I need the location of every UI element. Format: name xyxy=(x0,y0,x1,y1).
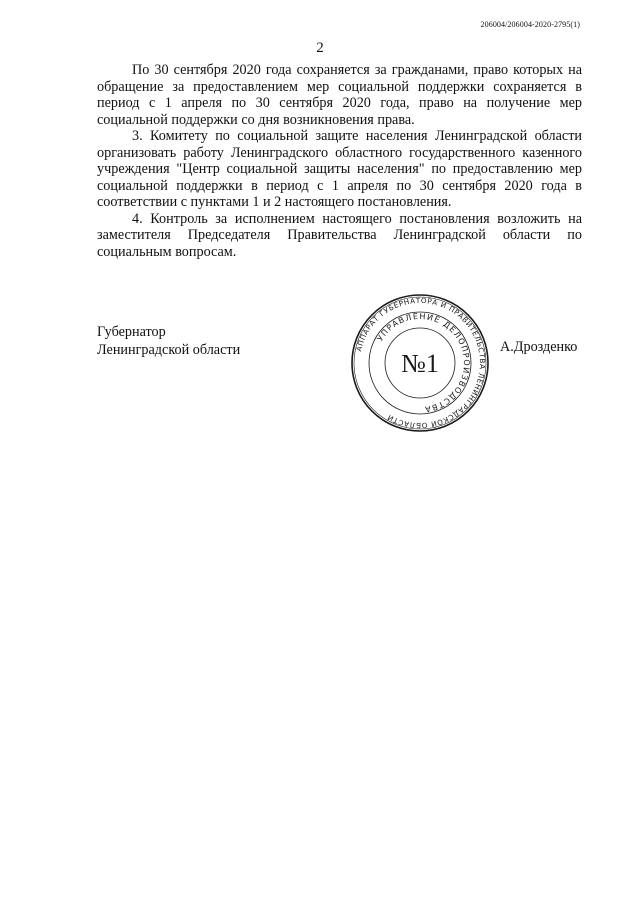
document-body xyxy=(97,62,582,260)
seal-outer-text: АППАРАТ ГУБЕРНАТОРА И ПРАВИТЕЛЬСТВА ЛЕНИНГРАДСКОЙ ОБЛАСТИ xyxy=(354,295,488,431)
signatory-name: А.Дрозденко xyxy=(500,339,578,355)
official-seal xyxy=(350,293,490,433)
document-id: 206004/206004-2020-2795(1) xyxy=(480,20,580,29)
signatory-title-line2: Ленинградской области xyxy=(97,342,241,358)
paragraph-2: 3. Комитету по социальной защите населения Ленинградской области организовать работу Ленинградского областного государственного казенного учреждения "Центр социальной защиты населения" по предоставлению мер социальной поддержки в период с 1 апреля по 30 сентября 2020 года в соответствии с пунктами 1 и 2 настоящего постановления. xyxy=(97,128,582,210)
signatory-title-line1: Губернатор xyxy=(97,324,166,340)
seal-center-number: №1 xyxy=(401,349,439,378)
signatory-title xyxy=(97,323,240,359)
seal-inner-text: УПРАВЛЕНИЕ ДЕЛОПРОИЗВОДСТВА xyxy=(375,311,472,414)
paragraph-1: По 30 сентября 2020 года сохраняется за гражданами, право которых на обращение за предоставлением мер социальной поддержки сохраняется в период с 1 апреля по 30 сентября 2020 года, право на получение мер социальной поддержки со дня возникновения права. xyxy=(97,62,582,128)
paragraph-3: 4. Контроль за исполнением настоящего постановления возложить на заместителя Председателя Правительства Ленинградской области по социальным вопросам. xyxy=(97,210,582,260)
page-number: 2 xyxy=(316,40,324,56)
